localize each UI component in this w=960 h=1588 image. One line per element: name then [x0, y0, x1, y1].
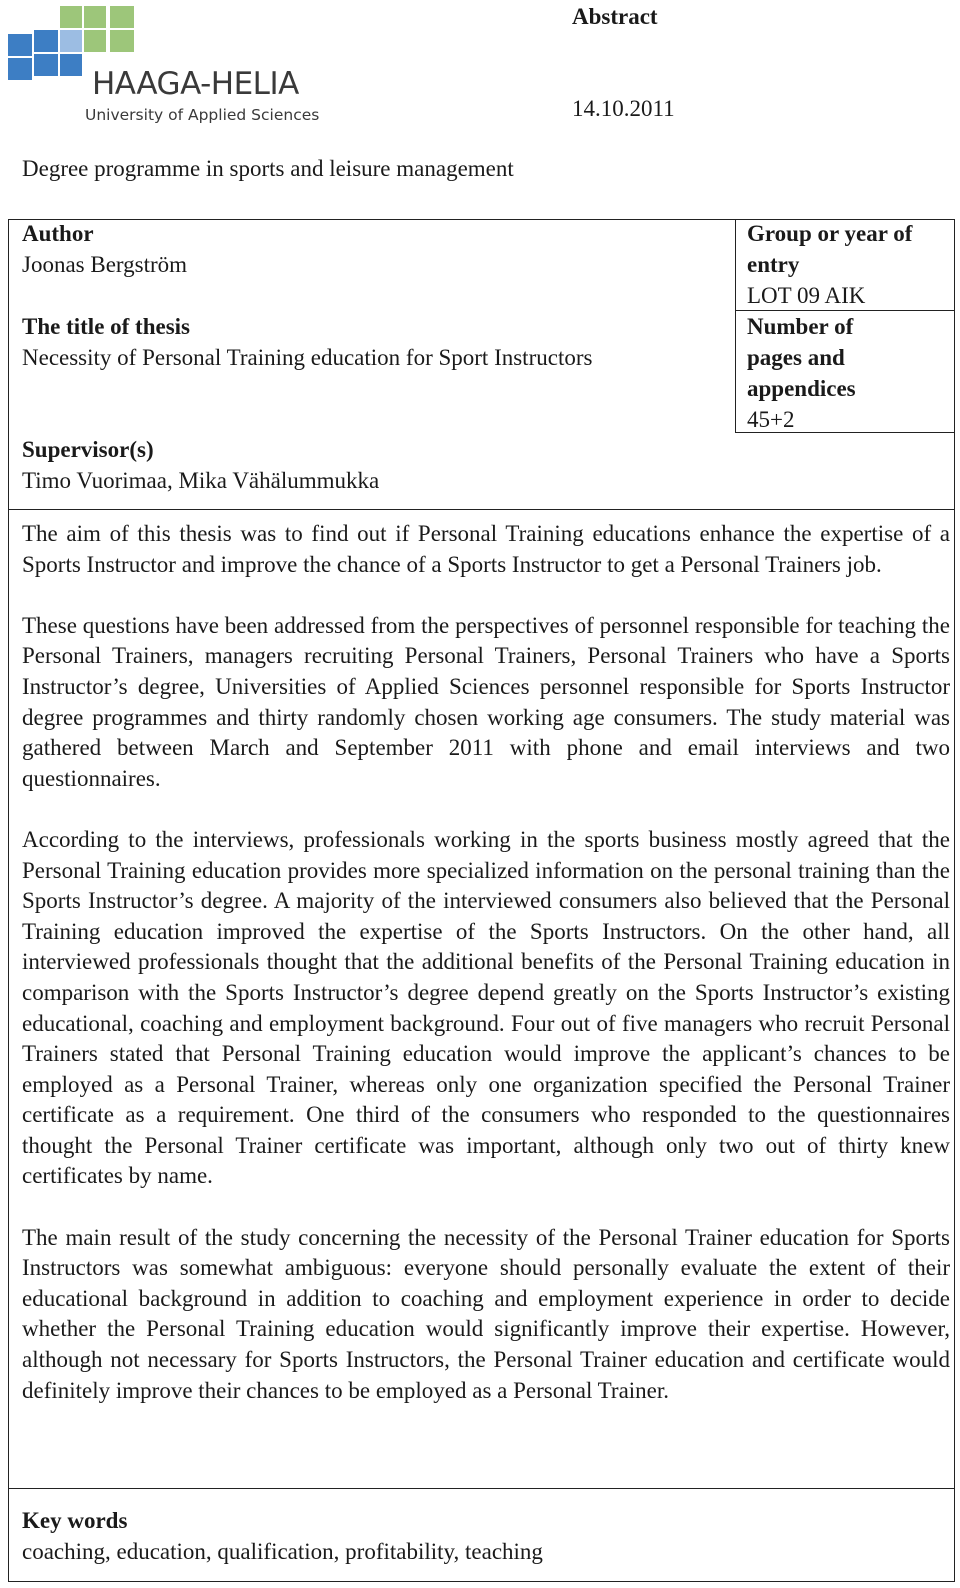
abstract-body — [22, 519, 950, 1406]
thesis-title-cell — [22, 311, 732, 373]
supervisor-label: Supervisor(s) — [22, 437, 154, 462]
logo-square — [34, 54, 58, 76]
logo-square — [8, 58, 32, 80]
thesis-title-label: The title of thesis — [22, 314, 191, 339]
logo-subtitle: University of Applied Sciences — [85, 106, 320, 124]
table-divider-info-bottom — [8, 509, 955, 510]
group-label-line1: Group or year of — [747, 221, 913, 246]
haaga-helia-logo — [8, 4, 368, 128]
abstract-heading: Abstract — [572, 4, 658, 29]
abstract-paragraph: These questions have been addressed from the perspectives of personnel responsible for teaching the Personal Trainers, managers recruiting Personal Trainers, Personal Trainers who have a Sports Instructor’s degree, Universities of Applied Sciences personnel responsible for Sports Instructor degree programmes and thirty randomly chosen working age consumers. The study material was gathered between March and September 2011 with phone and email interviews and two questionnaires. — [22, 612, 950, 791]
supervisor-cell — [22, 434, 722, 496]
abstract-paragraph: The main result of the study concerning the necessity of the Personal Trainer education for Sports Instructors was somewhat ambiguous: everyone should personally evaluate the extent of their educational background in addition to coaching and employment experience in order to decide whether the Personal Training education would significantly improve their expertise. However, although not necessary for Sports Instructors, the Personal Trainer education and certificate would definitely improve their chances to be employed as a Personal Trainer. — [22, 1224, 950, 1403]
keywords-value: coaching, education, qualification, profitability, teaching — [22, 1539, 543, 1564]
logo-square — [110, 30, 134, 52]
logo-square — [60, 30, 82, 52]
logo-square — [84, 6, 106, 28]
pages-label-line1: Number of — [747, 314, 854, 339]
author-value: Joonas Bergström — [22, 252, 188, 277]
pages-label-line3: appendices — [747, 376, 856, 401]
logo-square — [60, 6, 82, 28]
author-cell — [22, 218, 722, 280]
table-divider-vertical — [735, 219, 736, 433]
keywords-label: Key words — [22, 1508, 128, 1533]
logo-square — [8, 34, 32, 56]
logo-square — [60, 54, 82, 76]
logo-square — [110, 6, 134, 28]
logo-square — [34, 30, 58, 52]
group-cell — [747, 218, 952, 311]
thesis-title-value: Necessity of Personal Training education for Sport Instructors — [22, 345, 593, 370]
group-value: LOT 09 AIK — [747, 283, 866, 308]
degree-programme: Degree programme in sports and leisure management — [22, 156, 514, 181]
logo-square — [84, 30, 106, 52]
supervisor-value: Timo Vuorimaa, Mika Vähälummukka — [22, 468, 380, 493]
pages-value: 45+2 — [747, 407, 795, 432]
table-divider-keywords — [8, 1488, 955, 1489]
abstract-paragraph: According to the interviews, professionals working in the sports business mostly agreed that the Personal Training education provides more specialized information on the personal training than the Sports Instructor’s degree. A majority of the interviewed consumers also believed that the Personal Training education improved the expertise of the Sports Instructors. On the other hand, all interviewed professionals thought that the additional benefits of the Personal Training education in comparison with the Sports Instructor’s degree depend greatly on the Sports Instructor’s existing educational, coaching and employment background. Four out of five managers who recruit Personal Trainers stated that Personal Training education would improve the applicant’s chances to be employed as a Personal Trainer, whereas only one organization specified the Personal Trainer certificate as a requirement. One third of the consumers who responded to the questionnaires thought the Personal Trainer certificate was important, although only two out of thirty knew certificates by name. — [22, 826, 950, 1189]
keywords-cell — [22, 1505, 942, 1567]
document-date: 14.10.2011 — [572, 96, 675, 121]
logo-wordmark: HAAGA-HELIA — [92, 66, 299, 102]
pages-cell — [747, 311, 952, 435]
abstract-paragraph: The aim of this thesis was to find out if Personal Training educations enhance the expertise of a Sports Instructor and improve the chance of a Sports Instructor to get a Personal Trainers job. — [22, 521, 950, 577]
pages-label-line2: pages and — [747, 345, 845, 370]
group-label-line2: entry — [747, 252, 800, 277]
author-label: Author — [22, 221, 94, 246]
